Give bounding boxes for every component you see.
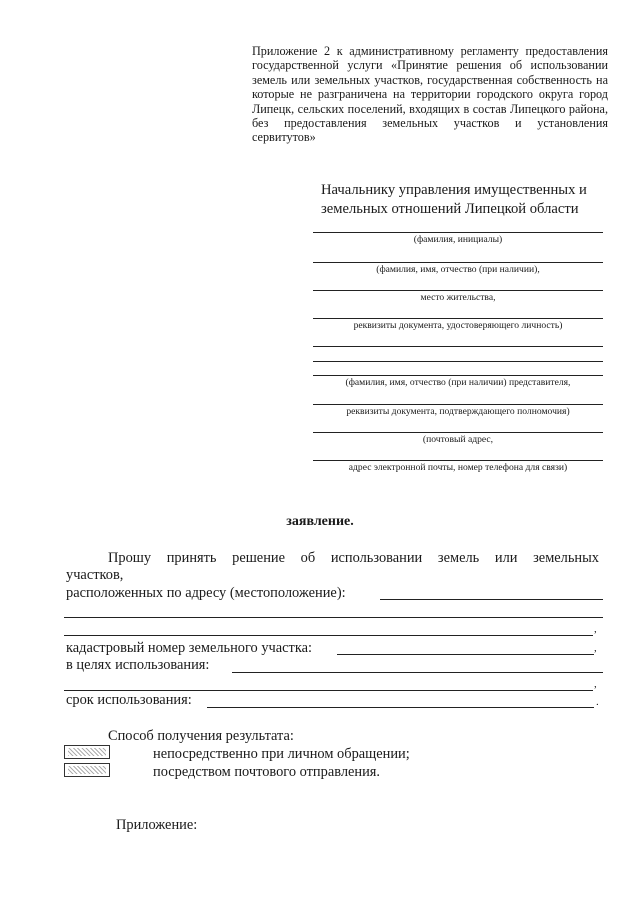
caption-name-initials: (фамилия, инициалы): [413, 234, 503, 245]
rep-document-line[interactable]: [313, 404, 603, 405]
id-document-line[interactable]: [313, 318, 603, 319]
cadastral-field[interactable]: [337, 654, 594, 655]
comma-2: ,: [594, 642, 597, 654]
appendix-header: [252, 44, 608, 145]
term-label: срок использования:: [66, 692, 192, 708]
term-field[interactable]: [207, 707, 594, 708]
attachment-label: Приложение:: [116, 817, 198, 833]
address-field-continued-2[interactable]: [64, 635, 593, 636]
addressee: Начальнику управления имущественных и земельных отношений Липецкой области: [321, 182, 587, 217]
caption-postal: (почтовый адрес,: [422, 434, 494, 445]
address-label: расположенных по адресу (местоположение):: [66, 585, 346, 601]
address-field[interactable]: [380, 599, 603, 600]
request-line-2: участков,: [66, 567, 124, 583]
caption-id-document: реквизиты документа, удостоверяющего личность): [353, 320, 563, 331]
blank-line-1[interactable]: [313, 346, 603, 347]
cadastral-label: кадастровый номер земельного участка:: [66, 640, 312, 656]
purpose-field[interactable]: [232, 672, 603, 673]
blank-line-2[interactable]: [313, 361, 603, 362]
name-initials-line[interactable]: [313, 232, 603, 233]
period-mark: .: [596, 696, 599, 708]
appendix-text-last: сервитутов»: [252, 130, 316, 145]
appendix-text: Приложение 2 к административному регламенту предоставления государственной услуги «Принятие решения об использовании земель или земельных участков, государственная собственность на которые не разграничена на территории городского округа город Липецк, сельских поселений, входящих в состав Липецкого района, без предоставления земельных участков и установления: [252, 44, 608, 131]
caption-rep-document: реквизиты документа, подтверждающего полномочия): [346, 406, 570, 417]
caption-full-name: (фамилия, имя, отчество (при наличии),: [376, 264, 540, 275]
request-line-1: Прошу принять решение об использовании земель или земельных: [108, 550, 599, 566]
comma-3: ,: [594, 678, 597, 690]
purpose-label: в целях использования:: [66, 657, 210, 673]
caption-residence: место жительства,: [420, 292, 496, 303]
caption-rep-name: (фамилия, имя, отчество (при наличии) представителя,: [345, 377, 571, 388]
full-name-line[interactable]: [313, 262, 603, 263]
contacts-line[interactable]: [313, 460, 603, 461]
purpose-field-continued[interactable]: [64, 690, 593, 691]
option-post-label: посредством почтового отправления.: [153, 764, 381, 780]
result-method-label: Способ получения результата:: [108, 728, 294, 744]
option-post-checkbox[interactable]: [64, 763, 110, 777]
rep-name-line[interactable]: [313, 375, 603, 376]
postal-line[interactable]: [313, 432, 603, 433]
option-in-person-label: непосредственно при личном обращении;: [153, 746, 410, 762]
caption-contacts: адрес электронной почты, номер телефона для связи): [348, 462, 568, 473]
residence-line[interactable]: [313, 290, 603, 291]
option-in-person-checkbox[interactable]: [64, 745, 110, 759]
document-title: заявление.: [286, 514, 354, 529]
comma-1: ,: [594, 623, 597, 635]
address-field-continued[interactable]: [64, 617, 603, 618]
